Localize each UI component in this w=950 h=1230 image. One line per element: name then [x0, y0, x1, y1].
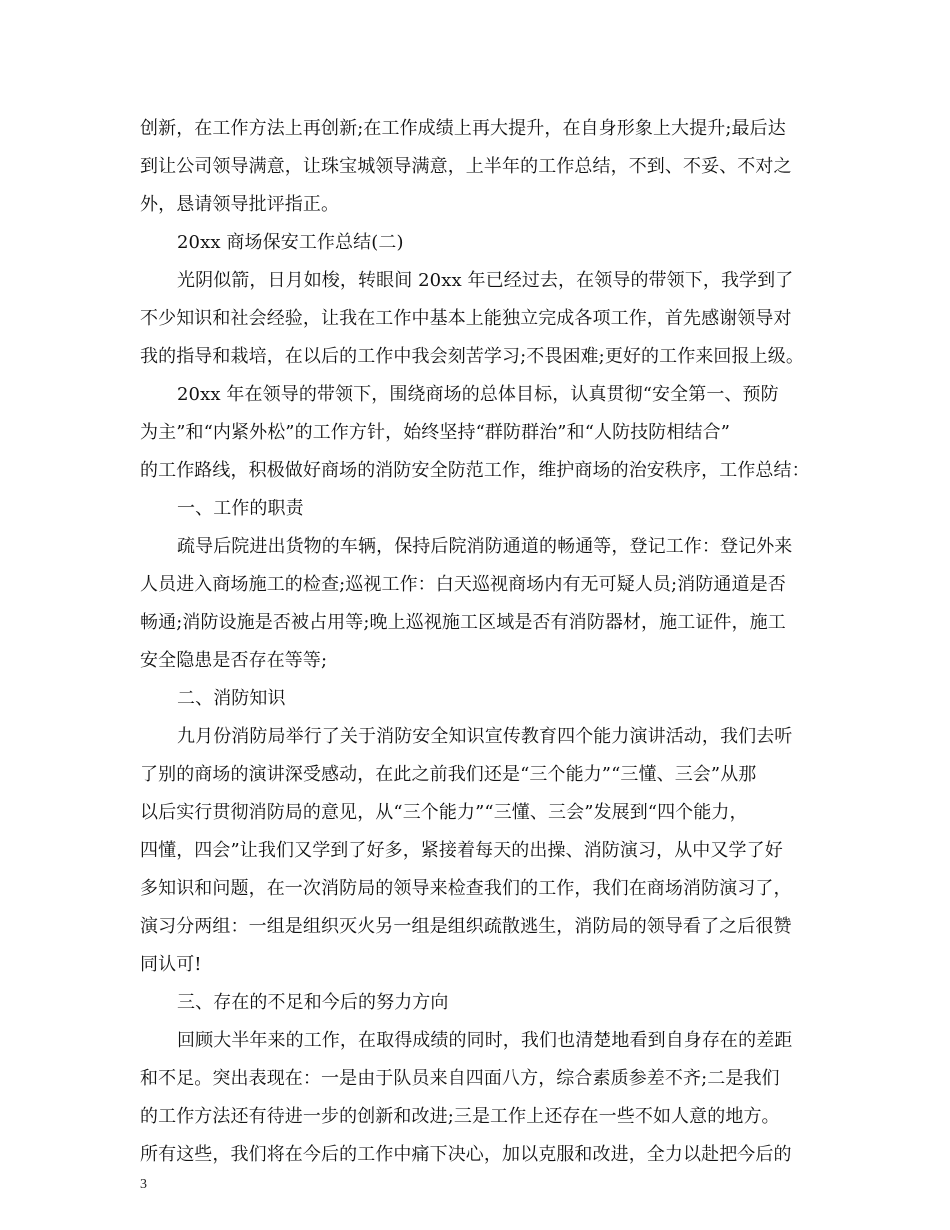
text-line: 疏导后院进出货物的车辆，保持后院消防通道的畅通等，登记工作：登记外来 [177, 536, 793, 557]
text-line: 了别的商场的演讲深受感动，在此之前我们还是“三个能力”“三懂、三会”从那 [140, 764, 757, 785]
text-line: 创新，在工作方法上再创新;在工作成绩上再大提升，在自身形象上大提升;最后达 [140, 118, 786, 139]
text-line: 不少知识和社会经验，让我在工作中基本上能独立完成各项工作，首先感谢领导对 [140, 308, 792, 329]
text-line: 20xx 年在领导的带领下，围绕商场的总体目标，认真贯彻“安全第一、预防 [177, 384, 779, 405]
text-line: 同认可! [140, 954, 202, 975]
text-line: 演习分两组：一组是组织灭火另一组是组织疏散逃生，消防局的领导看了之后很赞 [140, 916, 792, 937]
text-line: 所有这些，我们将在今后的工作中痛下决心，加以克服和改进，全力以赴把今后的 [140, 1144, 792, 1165]
text-line: 的工作路线，积极做好商场的消防安全防范工作，维护商场的治安秩序，工作总结： [140, 460, 810, 481]
text-line: 为主”和“内紧外松”的工作方针，始终坚持“群防群治”和“人防技防相结合” [140, 422, 731, 443]
section-heading: 一、工作的职责 [177, 498, 304, 519]
page-number: 3 [140, 1177, 147, 1192]
text-line: 和不足。突出表现在：一是由于队员来自四面八方，综合素质参差不齐;二是我们 [140, 1068, 780, 1089]
text-line: 多知识和问题，在一次消防局的领导来检查我们的工作，我们在商场消防演习了， [140, 878, 792, 899]
text-line: 九月份消防局举行了关于消防安全知识宣传教育四个能力演讲活动，我们去听 [177, 726, 793, 747]
text-line: 我的指导和栽培，在以后的工作中我会刻苦学习;不畏困难;更好的工作来回报上级。 [140, 346, 804, 367]
text-line: 畅通;消防设施是否被占用等;晚上巡视施工区域是否有消防器材，施工证件，施工 [140, 612, 786, 633]
section-heading: 三、存在的不足和今后的努力方向 [177, 992, 449, 1013]
text-line: 回顾大半年来的工作，在取得成绩的同时，我们也清楚地看到自身存在的差距 [177, 1030, 793, 1051]
text-line: 光阴似箭，日月如梭，转眼间 20xx 年已经过去，在领导的带领下，我学到了 [177, 270, 794, 291]
text-line: 人员进入商场施工的检查;巡视工作：白天巡视商场内有无可疑人员;消防通道是否 [140, 574, 786, 595]
text-line: 四懂，四会”让我们又学到了好多，紧接着每天的出操、消防演习，从中又学了好 [140, 840, 783, 861]
text-line: 以后实行贯彻消防局的意见，从“三个能力”“三懂、三会”发展到“四个能力， [140, 802, 748, 823]
section-heading: 二、消防知识 [177, 688, 286, 709]
section-title: 20xx 商场保安工作总结(二) [177, 232, 404, 253]
text-line: 的工作方法还有待进一步的创新和改进;三是工作上还存在一些不如人意的地方。 [140, 1106, 780, 1127]
text-line: 安全隐患是否存在等等; [140, 650, 328, 671]
text-line: 到让公司领导满意，让珠宝城领导满意，上半年的工作总结，不到、不妥、不对之 [140, 156, 792, 177]
text-line: 外，恳请领导批评指正。 [140, 194, 340, 215]
